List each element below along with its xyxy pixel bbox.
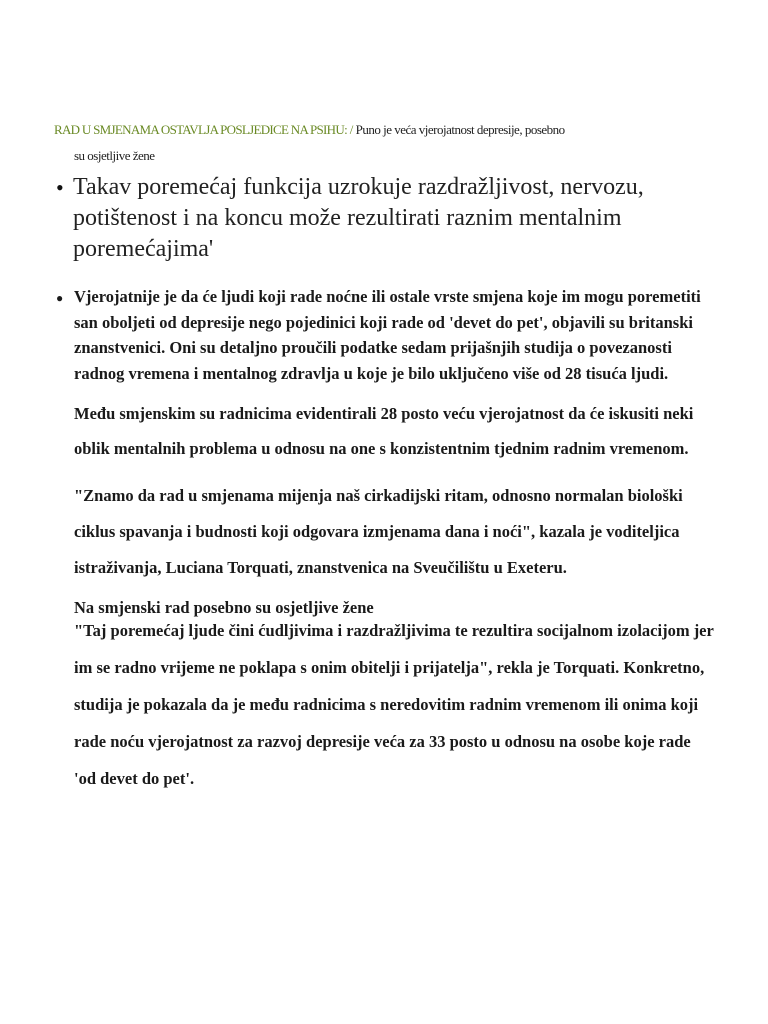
section-label: RAD U SMJENAMA OSTAVLJA POSLJEDICE NA PSIHU: [54, 122, 347, 137]
lead-text: Takav poremećaj funkcija uzrokuje razdražljivost, nervozu, potištenost i na koncu može rezultirati raznim mentalnim poremećajima' [73, 174, 644, 262]
body-paragraph-1: Vjerojatnije je da će ljudi koji rade noćne ili ostale vrste smjena koje im mogu poremetiti san oboljeti od depresije nego pojedinici koji rade od 'devet do pet', objavili su britanski znanstvenici. Oni su detaljno proučili podatke sedam prijašnjih studija o povezanosti radnog vremena i mentalnog zdravlja u koje je bilo uključeno više od 28 tisuća ljudi. [74, 287, 701, 383]
article-body [56, 284, 716, 797]
kicker-headline: Puno je veća vjerojatnost depresije, posebno [355, 122, 565, 137]
lead-paragraph [56, 172, 736, 265]
body-subheading: Na smjenski rad posebno su osjetljive žene [74, 598, 374, 617]
lead-bullet-icon: • [56, 175, 64, 200]
body-paragraph-3: "Znamo da rad u smjenama mijenja naš cirkadijski ritam, odnosno normalan biološki ciklus spavanja i budnosti koji odgovara izmjenama dana i noći", kazala je voditeljica istraživanja, Luciana Torquati, znanstvenica na Sveučilištu u Exeteru. [74, 486, 683, 577]
body-bullet-icon: ● [56, 291, 64, 305]
kicker-separator: / [349, 122, 353, 137]
body-paragraph-2: Među smjenskim su radnicima evidentirali 28 posto veću vjerojatnost da će iskusiti neki oblik mentalnih problema u odnosu na one s konzistentnim tjednim radnim vremenom. [74, 404, 694, 458]
body-paragraph-4: "Taj poremećaj ljude čini ćudljivima i razdražljivima te rezultira socijalnom izolacijom jer im se radno vrijeme ne poklapa s onim obitelji i prijatelja", rekla je Torquati. Konkretno, studija je pokazala da je među radnicima s neredovitim radnim vremenom ili onima koji rade noću vjerojatnost za razvoj depresije veća za 33 posto u odnosu na osobe koje rade 'od devet do pet'. [74, 621, 714, 788]
kicker-headline-continued: su osjetljive žene [74, 148, 155, 163]
article-kicker [54, 117, 714, 169]
